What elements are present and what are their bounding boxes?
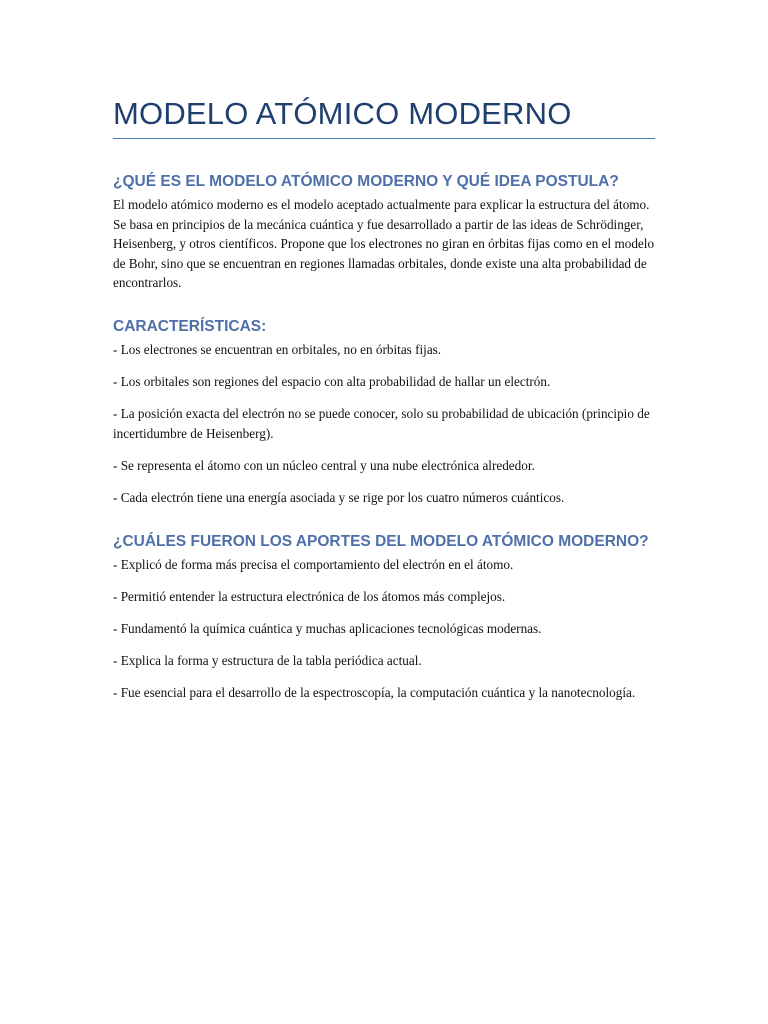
list-item: - Fundamentó la química cuántica y muchas aplicaciones tecnológicas modernas. [113, 620, 542, 636]
section-heading-contributions: ¿CUÁLES FUERON LOS APORTES DEL MODELO ATÓMICO MODERNO? [113, 532, 649, 550]
list-item: - Permitió entender la estructura electrónica de los átomos más complejos. [113, 588, 506, 604]
definition-paragraph: El modelo atómico moderno es el modelo aceptado actualmente para explicar la estructura del átomo. Se basa en principios de la mecánica cuántica y fue desarrollado a partir de las ideas de Schrödinger, Heisenberg, y otros científicos. Propone que los electrones no giran en órbitas fijas como en el modelo de Bohr, sino que se encuentran en regiones llamadas orbitales, donde existe una alta probabilidad de encontrarlos. [113, 197, 655, 291]
list-item: - Fue esencial para el desarrollo de la espectroscopía, la computación cuántica y la nanotecnología. [113, 685, 636, 701]
list-item: - Cada electrón tiene una energía asociada y se rige por los cuatro números cuánticos. [113, 490, 565, 506]
spacer [113, 293, 655, 317]
list-item: - Se representa el átomo con un núcleo central y una nube electrónica alrededor. [113, 458, 535, 474]
section-heading-characteristics: CARACTERÍSTICAS: [113, 317, 267, 335]
section-definition [113, 172, 655, 293]
list-item: - Los orbitales son regiones del espacio con alta probabilidad de hallar un electrón. [113, 374, 551, 390]
section-contributions [113, 532, 655, 703]
section-heading-definition: ¿QUÉ ES EL MODELO ATÓMICO MODERNO Y QUÉ IDEA POSTULA? [113, 173, 619, 190]
section-characteristics [113, 317, 655, 508]
spacer [113, 521, 655, 532]
document-title: MODELO ATÓMICO MODERNO [113, 96, 572, 131]
list-item: - Explicó de forma más precisa el comportamiento del electrón en el átomo. [113, 556, 514, 572]
list-item: - La posición exacta del electrón no se puede conocer, solo su probabilidad de ubicación (principio de incertidumbre de Heisenberg). [113, 406, 650, 441]
document-content [113, 93, 655, 715]
title-underline [113, 138, 655, 139]
list-item: - Los electrones se encuentran en orbitales, no en órbitas fijas. [113, 341, 442, 357]
list-item: - Explica la forma y estructura de la tabla periódica actual. [113, 653, 422, 669]
